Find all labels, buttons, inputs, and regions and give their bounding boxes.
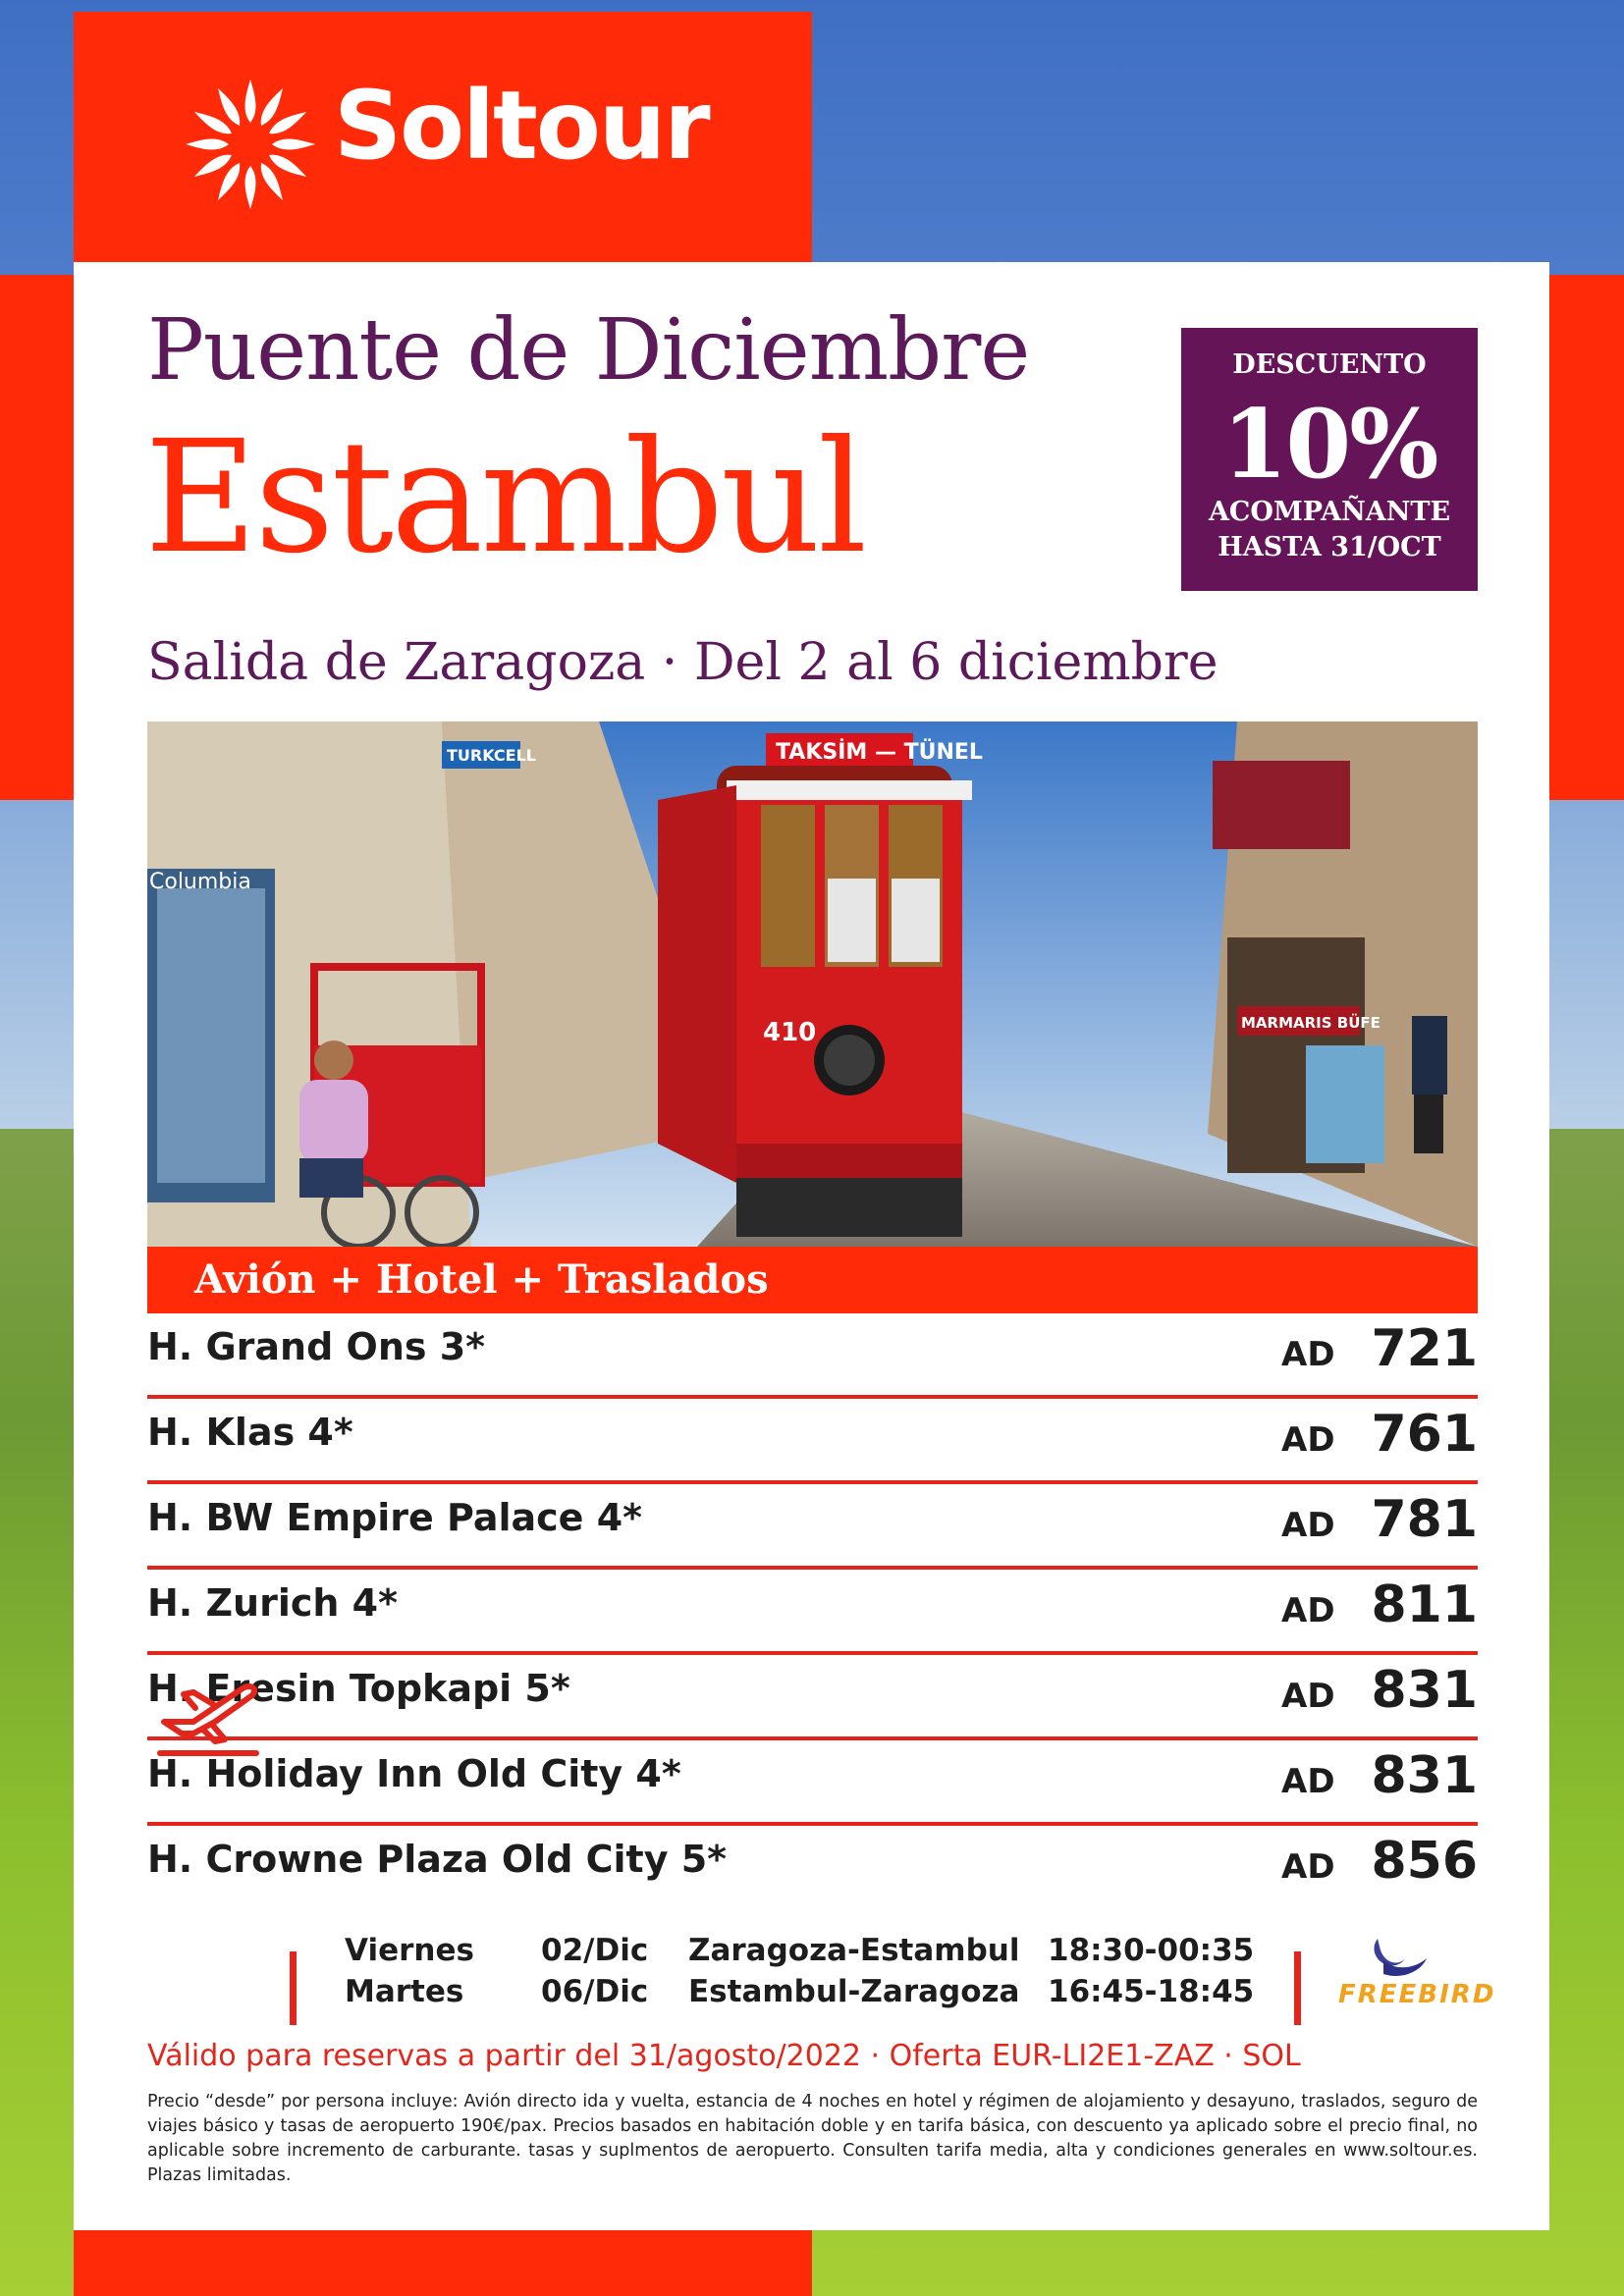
hotel-regime: AD <box>1281 1591 1335 1630</box>
hotel-name: H. BW Empire Palace 4* <box>147 1496 643 1539</box>
flight-route: Zaragoza-Estambul <box>688 1933 1020 1968</box>
hotel-regime: AD <box>1281 1677 1335 1716</box>
hotel-regime: AD <box>1281 1335 1335 1374</box>
flight-day: Martes <box>345 1974 464 2009</box>
logo-block <box>74 12 812 275</box>
offer-title: Estambul <box>144 407 865 588</box>
hotel-row <box>147 1484 1478 1570</box>
discount-badge <box>1181 328 1478 591</box>
hotel-price: 831 <box>1371 1661 1478 1720</box>
validity-text: Válido para reservas a partir del 31/agosto/2022 · Oferta EUR-LI2E1-ZAZ · SOL <box>147 2039 1301 2073</box>
hotel-row <box>147 1655 1478 1740</box>
hotel-price: 761 <box>1371 1405 1478 1464</box>
brand-logo-text: Soltour <box>334 71 709 181</box>
hotel-regime: AD <box>1281 1420 1335 1460</box>
airline-logo <box>1319 1931 1505 2019</box>
photo-sign-turkcell: TURKCELL <box>447 746 536 765</box>
photo-sign-tram: TAKSİM — TÜNEL <box>776 740 983 765</box>
hotel-price: 811 <box>1371 1575 1478 1634</box>
discount-value: 10% <box>1221 389 1437 500</box>
discount-line1: ACOMPAÑANTE <box>1208 497 1451 527</box>
flight-time: 18:30-00:35 <box>1048 1933 1255 1968</box>
airline-name: FREEBIRD <box>1338 1980 1496 2009</box>
flight-date: 02/Dic <box>541 1933 649 1968</box>
sun-icon <box>182 76 319 213</box>
hotel-price: 721 <box>1371 1319 1478 1378</box>
hotel-row <box>147 1399 1478 1484</box>
plane-icon <box>154 1671 262 1759</box>
hotel-name: H. Klas 4* <box>147 1411 353 1454</box>
hotel-price: 831 <box>1371 1746 1478 1805</box>
departure-info: Salida de Zaragoza · Del 2 al 6 diciembre <box>147 633 1218 692</box>
hotel-regime: AD <box>1281 1506 1335 1545</box>
hotel-regime: AD <box>1281 1847 1335 1887</box>
hotel-name: H. Grand Ons 3* <box>147 1325 486 1368</box>
istanbul-tram-photo <box>147 721 1478 1247</box>
hotel-name: H. Eresin Topkapi 5* <box>147 1667 570 1710</box>
package-label: Avión + Hotel + Traslados <box>194 1256 769 1303</box>
airline-separator <box>1294 1951 1301 2025</box>
flight-separator <box>290 1951 297 2025</box>
discount-line2: HASTA 31/OCT <box>1218 532 1441 562</box>
hotel-row <box>147 1570 1478 1655</box>
hotel-row <box>147 1740 1478 1826</box>
photo-tram-number: 410 <box>763 1018 817 1047</box>
discount-label: DESCUENTO <box>1232 349 1427 380</box>
photo-sign-columbia: Columbia <box>149 870 251 894</box>
flight-route: Estambul-Zaragoza <box>688 1974 1020 2009</box>
hotel-row <box>147 1826 1478 1907</box>
bottom-red-block <box>74 2230 812 2296</box>
hotel-name: H. Holiday Inn Old City 4* <box>147 1752 681 1795</box>
hotel-price: 856 <box>1371 1832 1478 1891</box>
flight-date: 06/Dic <box>541 1974 649 2009</box>
photo-sign-marmaris: MARMARIS BÜFE <box>1241 1014 1380 1032</box>
flight-day: Viernes <box>345 1933 474 1968</box>
offer-card <box>74 262 1549 2230</box>
fineprint-text: Precio “desde” por persona incluye: Avión directo ida y vuelta, estancia de 4 noches en hotel y régimen de alojamiento y desayuno, traslados, seguro de viajes básico y tasas de aeropuerto 190€/pax. Precios basados en habitación doble y en tarifa básica, con descuento ya aplicado sobre el precio final, no aplicable sobre incremento de carburante. tasas y suplmentos de aeropuerto. Consulten tarifa media, alta y condiciones generales en www.soltour.es. Plazas limitadas. <box>147 2092 1478 2185</box>
hotel-price-list <box>147 1313 1478 1907</box>
hotel-regime: AD <box>1281 1762 1335 1801</box>
flight-time: 16:45-18:45 <box>1048 1974 1255 2009</box>
package-bar <box>147 1247 1478 1313</box>
offer-subtitle: Puente de Diciembre <box>147 301 1030 400</box>
hotel-price: 781 <box>1371 1490 1478 1549</box>
hotel-row <box>147 1313 1478 1399</box>
hotel-name: H. Zurich 4* <box>147 1581 398 1625</box>
hotel-name: H. Crowne Plaza Old City 5* <box>147 1838 728 1881</box>
